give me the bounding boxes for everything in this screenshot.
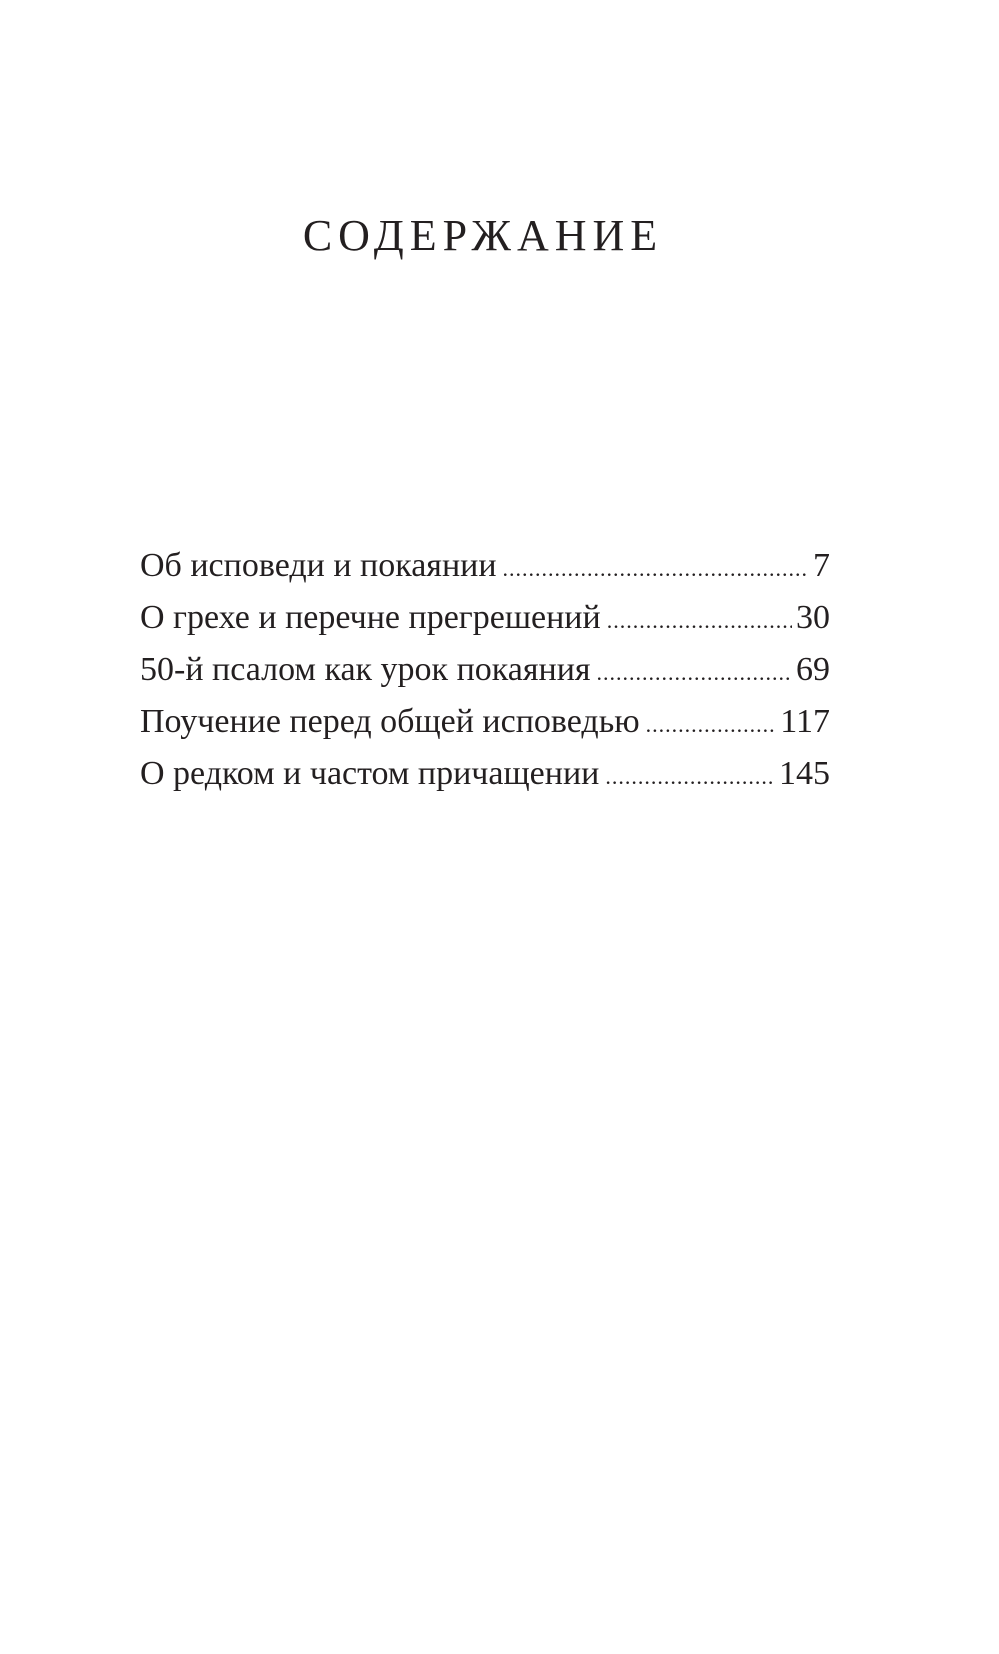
toc-entry-page: 30 xyxy=(796,599,830,636)
toc-entry-psalm-50[interactable] xyxy=(140,644,830,696)
dot-leader xyxy=(605,751,775,803)
toc-entry-title: Об исповеди и покаянии xyxy=(140,547,497,584)
dot-leader xyxy=(503,543,809,595)
dot-leader xyxy=(607,595,792,647)
page-title: СОДЕРЖАНИЕ xyxy=(302,211,664,260)
dot-leader xyxy=(597,647,792,699)
toc-entry-general-confession[interactable] xyxy=(140,696,830,748)
toc-entry-page: 69 xyxy=(796,651,830,688)
table-of-contents xyxy=(140,540,830,800)
toc-entry-title: 50-й псалом как урок покаяния xyxy=(140,651,591,688)
toc-entry-title: О редком и частом причащении xyxy=(140,755,600,792)
toc-entry-communion[interactable] xyxy=(140,748,830,800)
toc-entry-page: 117 xyxy=(780,703,830,740)
toc-entry-sin[interactable] xyxy=(140,592,830,644)
toc-entry-title: О грехе и перечне прегрешений xyxy=(140,599,601,636)
dot-leader xyxy=(646,699,777,751)
toc-entry-confession[interactable] xyxy=(140,540,830,592)
toc-entry-title: Поучение перед общей исповедью xyxy=(140,703,640,740)
toc-entry-page: 7 xyxy=(813,547,830,584)
toc-entry-page: 145 xyxy=(779,755,830,792)
